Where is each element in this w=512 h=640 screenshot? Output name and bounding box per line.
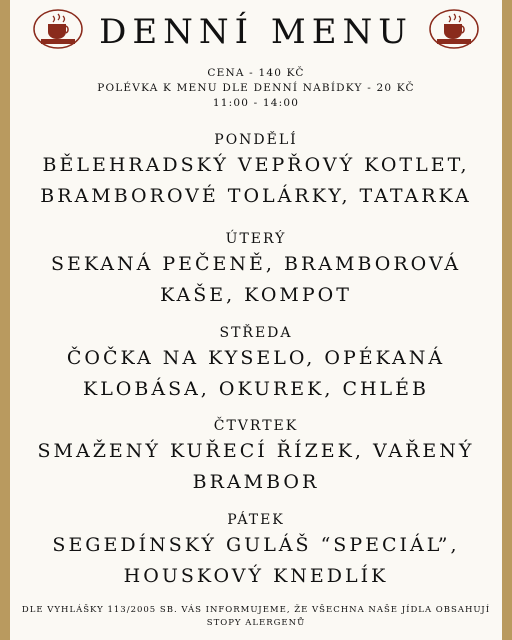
dish-line: SEGEDÍNSKÝ GULÁŠ “SPECIÁL”, — [52, 534, 460, 556]
day-name: ÚTERÝ — [225, 231, 287, 247]
soup-price-text: POLÉVKA K MENU DLE DENNÍ NABÍDKY - 20 KČ — [97, 82, 415, 94]
opening-hours-text: 11:00 - 14:00 — [212, 97, 300, 109]
dish-line: KAŠE, KOMPOT — [160, 284, 352, 306]
price-text: CENA - 140 KČ — [207, 67, 305, 79]
day-name: PÁTEK — [227, 512, 285, 528]
day-name: ČTVRTEK — [213, 418, 299, 434]
dish-line: BĚLEHRADSKÝ VEPŘOVÝ KOTLET, — [42, 154, 470, 176]
allergen-notice-line: DLE VYHLÁŠKY 113/2005 SB. VÁS INFORMUJEME, ŽE VŠECHNA NAŠE JÍDLA OBSAHUJÍ — [21, 605, 491, 615]
dish-line: BRAMBOR — [192, 471, 320, 493]
day-wednesday — [10, 323, 502, 405]
day-name: STŘEDA — [219, 325, 293, 341]
page-title: DENNÍ MENU — [99, 12, 413, 52]
allergen-notice — [10, 604, 502, 630]
menu-page — [10, 0, 502, 640]
dish-line: KLOBÁSA, OKUREK, CHLÉB — [83, 378, 429, 400]
menu-info — [10, 66, 502, 111]
allergen-notice-line: STOPY ALERGENŮ — [206, 618, 306, 628]
day-tuesday — [10, 229, 502, 311]
dish-line: BRAMBOROVÉ TOLÁRKY, TATARKA — [40, 185, 472, 207]
day-thursday — [10, 416, 502, 498]
day-name: PONDĚLÍ — [214, 132, 298, 148]
day-monday — [10, 130, 502, 212]
dish-line: SEKANÁ PEČENĚ, BRAMBOROVÁ — [50, 253, 462, 275]
dish-line: ČOČKA NA KYSELO, OPÉKANÁ — [66, 347, 446, 369]
dish-line: SMAŽENÝ KUŘECÍ ŘÍZEK, VAŘENÝ — [37, 440, 475, 462]
day-friday — [10, 510, 502, 592]
dish-line: HOUSKOVÝ KNEDLÍK — [123, 565, 389, 587]
